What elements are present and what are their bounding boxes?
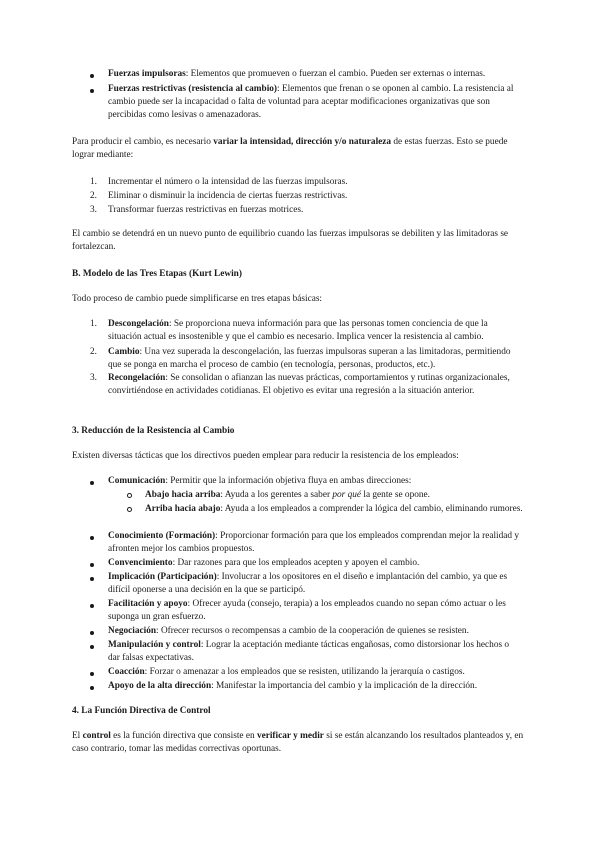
list-number: 2. — [90, 191, 97, 201]
bullet-icon — [90, 645, 94, 649]
paragraph: El cambio se detendrá en un nuevo punto de equilibrio cuando las fuerzas impulsoras se debiliten y las limitadoras se fortalezcan. — [72, 229, 509, 253]
list-item: Recongelación: Se consolidan o afianzan las nuevas prácticas, comportamientos y rutinas organizacionales, convirtiéndose en actividades cotidianas. El objetivo es evitar una regresión a la situación anterior. — [108, 373, 510, 397]
paragraph: Existen diversas tácticas que los directivos pueden emplear para reducir la resistencia de los empleados: — [72, 451, 459, 461]
paragraph: Para producir el cambio, es necesario variar la intensidad, dirección y/o naturaleza de estas fuerzas. Esto se puede lograr mediante: — [72, 137, 508, 161]
section-heading: B. Modelo de las Tres Etapas (Kurt Lewin) — [72, 269, 242, 279]
bullet-icon — [90, 481, 94, 485]
list-item: Negociación: Ofrecer recursos o recompensas a cambio de la cooperación de quienes se resisten. — [108, 626, 469, 636]
list-item: Transformar fuerzas restrictivas en fuerzas motrices. — [108, 205, 304, 215]
sub-bullet-icon — [127, 493, 132, 498]
list-item: Fuerzas restrictivas (resistencia al cambio): Elementos que frenan o se oponen al cambio. La resistencia al cambio puede ser la incapacidad o falta de voluntad para aceptar modificaciones organizativas que son percibidas como lesivas o amenazadoras. — [108, 84, 514, 121]
list-number: 3. — [90, 205, 97, 215]
section-heading: 3. Reducción de la Resistencia al Cambio — [72, 426, 235, 436]
list-item: Conocimiento (Formación): Proporcionar formación para que los empleados comprendan mejor la realidad y afronten mejor los cambios propuestos. — [108, 531, 520, 555]
list-item: Descongelación: Se proporciona nueva información para que las personas tomen conciencia de que la situación actual es insostenible y que el cambio es necesario. Implica vencer la resistencia al cambio. — [108, 319, 488, 343]
list-number: 1. — [90, 177, 97, 187]
bullet-icon — [90, 74, 94, 78]
list-item: Facilitación y apoyo: Ofrecer ayuda (consejo, terapia) a los empleados cuando no sepan cómo actuar o les suponga un gran esfuerzo. — [108, 599, 506, 623]
list-item: Implicación (Participación): Involucrar a los opositores en el diseño e implantación del cambio, ya que es difícil oponerse a una decisión en la que se participó. — [108, 572, 508, 596]
list-item: Comunicación: Permitir que la información objetiva fluya en ambas direcciones: — [108, 476, 412, 486]
list-number: 2. — [90, 347, 97, 357]
section-heading: 4. La Función Directiva de Control — [72, 706, 211, 716]
bullet-icon — [90, 577, 94, 581]
list-item: Apoyo de la alta dirección: Manifestar la importancia del cambio y la implicación de la dirección. — [108, 681, 478, 691]
paragraph: Todo proceso de cambio puede simplificarse en tres etapas básicas: — [72, 294, 323, 304]
list-item: Coacción: Forzar o amenazar a los empleados que se resisten, utilizando la jerarquía o castigos. — [108, 667, 465, 677]
list-item: Manipulación y control: Lograr la aceptación mediante tácticas engañosas, como distorsionar los hechos o dar falsas expectativas. — [108, 640, 510, 664]
list-item: Fuerzas impulsoras: Elementos que promueven o fuerzan el cambio. Pueden ser externas o internas. — [108, 69, 486, 79]
paragraph: El control es la función directiva que consiste en verificar y medir si se están alcanzando los resultados planteados y, en caso contrario, tomar las medidas correctivas oportunas. — [72, 731, 524, 755]
bullet-icon — [90, 686, 94, 690]
sub-list-item: Abajo hacia arriba: Ayuda a los gerentes a saber por qué la gente se opone. — [145, 490, 430, 500]
bullet-icon — [90, 672, 94, 676]
list-number: 3. — [90, 373, 97, 383]
bullet-icon — [90, 536, 94, 540]
sub-bullet-icon — [127, 507, 132, 512]
bullet-icon — [90, 563, 94, 567]
bullet-icon — [90, 89, 94, 93]
bullet-icon — [90, 604, 94, 608]
bullet-icon — [90, 631, 94, 635]
list-item: Eliminar o disminuir la incidencia de ciertas fuerzas restrictivas. — [108, 191, 348, 201]
list-item: Cambio: Una vez superada la descongelación, las fuerzas impulsoras superan a las limitadoras, permitiendo que se ponga en marcha el proceso de cambio (en tecnología, personas, productos, etc.). — [108, 347, 511, 371]
list-item: Convencimiento: Dar razones para que los empleados acepten y apoyen el cambio. — [108, 558, 420, 568]
list-item: Incrementar el número o la intensidad de las fuerzas impulsoras. — [108, 177, 348, 187]
sub-list-item: Arriba hacia abajo: Ayuda a los empleados a comprender la lógica del cambio, eliminando rumores. — [145, 504, 523, 514]
list-number: 1. — [90, 319, 97, 329]
